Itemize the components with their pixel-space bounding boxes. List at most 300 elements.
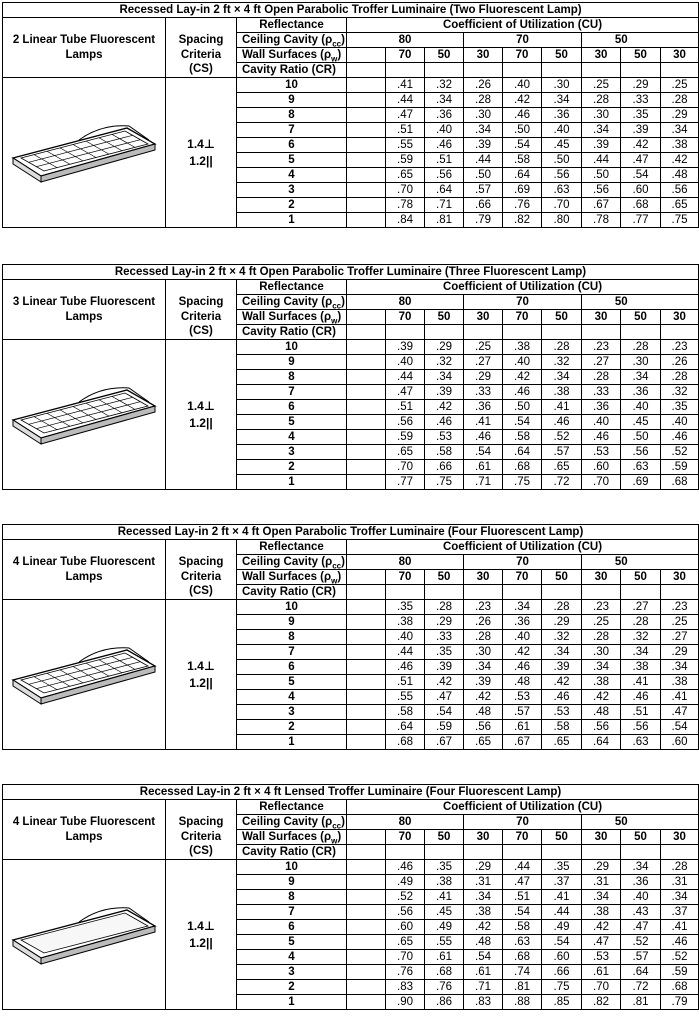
cavity-ratio-value: 4	[237, 168, 347, 183]
cu-value: .68	[661, 980, 699, 995]
cu-value: .75	[503, 475, 542, 490]
spacing-header-line3: (CS)	[166, 325, 237, 340]
cu-value: .74	[503, 965, 542, 980]
cu-value: .40	[503, 355, 542, 370]
ceiling-value: 50	[582, 33, 661, 48]
cu-value: .34	[464, 123, 503, 138]
cu-value: .58	[503, 430, 542, 445]
cu-value: .56	[464, 720, 503, 735]
ceiling-value: 80	[347, 295, 464, 310]
cu-value: .64	[503, 168, 542, 183]
cu-value: .82	[582, 995, 621, 1010]
cu-value: .38	[661, 675, 699, 690]
blank-cell	[464, 585, 503, 600]
cu-value: .46	[542, 415, 582, 430]
cu-value: .38	[386, 615, 425, 630]
spacer-cell	[347, 138, 386, 153]
spacer-cell	[347, 400, 386, 415]
blank-cell	[464, 63, 503, 78]
cavity-ratio-value: 6	[237, 400, 347, 415]
cu-value: .56	[542, 168, 582, 183]
cu-value: .79	[661, 995, 699, 1010]
cu-value: .27	[582, 355, 621, 370]
cavity-ratio-value: 9	[237, 93, 347, 108]
cu-value: .50	[542, 153, 582, 168]
cu-value: .44	[503, 860, 542, 875]
spacer-cell	[347, 355, 386, 370]
cu-value: .58	[386, 705, 425, 720]
cu-value: .44	[386, 93, 425, 108]
cavity-ratio-value: 3	[237, 445, 347, 460]
lensed-troffer-icon	[9, 900, 159, 970]
cu-value: .39	[621, 123, 661, 138]
wall-value: 50	[425, 48, 464, 63]
wall-value: 30	[661, 48, 699, 63]
spacer-cell	[347, 935, 386, 950]
cu-value: .75	[425, 475, 464, 490]
blank-cell	[503, 845, 542, 860]
spacing-header	[166, 280, 237, 295]
wall-value: 50	[542, 830, 582, 845]
cu-value: .52	[661, 445, 699, 460]
lamp-label: 4 Linear Tube Fluorescent Lamps	[3, 800, 166, 860]
blank-cell	[347, 63, 386, 78]
cu-value: .29	[542, 615, 582, 630]
blank-cell	[621, 325, 661, 340]
cu-value: .25	[661, 615, 699, 630]
cu-value: .46	[582, 430, 621, 445]
cavity-ratio-value: 7	[237, 123, 347, 138]
spacing-parallel: 1.2||	[189, 935, 213, 950]
cu-value: .60	[621, 183, 661, 198]
cu-value: .40	[503, 78, 542, 93]
spacing-header-line1: Spacing	[166, 33, 237, 48]
cu-value: .25	[661, 78, 699, 93]
cu-value: .46	[621, 690, 661, 705]
cavity-ratio-value: 6	[237, 920, 347, 935]
cavity-ratio-value: 8	[237, 108, 347, 123]
cu-value: .34	[621, 860, 661, 875]
cu-value: .44	[386, 645, 425, 660]
cu-value: .29	[661, 108, 699, 123]
cu-value: .33	[621, 93, 661, 108]
cu-value: .79	[464, 213, 503, 228]
cu-value: .40	[621, 400, 661, 415]
blank-cell	[347, 585, 386, 600]
cu-value: .59	[661, 965, 699, 980]
spacer-cell	[347, 340, 386, 355]
cu-value: .64	[386, 720, 425, 735]
ceiling-value: 50	[582, 295, 661, 310]
lamp-label: 4 Linear Tube Fluorescent Lamps	[3, 540, 166, 600]
cu-value: .68	[503, 460, 542, 475]
cu-value: .23	[582, 340, 621, 355]
cu-value: .66	[464, 198, 503, 213]
cu-value: .61	[464, 460, 503, 475]
cavity-ratio-value: 8	[237, 370, 347, 385]
spacer-cell	[347, 980, 386, 995]
spacing-header-line3: (CS)	[166, 845, 237, 860]
cu-value: .70	[386, 950, 425, 965]
spacer-cell	[347, 905, 386, 920]
cu-value: .41	[386, 78, 425, 93]
cu-value: .37	[542, 875, 582, 890]
cu-header: Coefficient of Utilization (CU)	[347, 800, 699, 815]
cu-value: .86	[425, 995, 464, 1010]
cu-value: .76	[386, 965, 425, 980]
spacing-parallel: 1.2||	[189, 415, 213, 430]
cu-value: .32	[621, 630, 661, 645]
cu-value: .61	[582, 965, 621, 980]
cu-value: .34	[621, 370, 661, 385]
spacer-cell	[347, 860, 386, 875]
ceiling-cavity-label: Ceiling Cavity $(\rho_{cc})$	[237, 295, 347, 310]
wall-spacer	[347, 570, 386, 585]
cu-table	[2, 264, 699, 490]
cu-value: .42	[464, 690, 503, 705]
spacer-cell	[347, 600, 386, 615]
cu-value: .35	[425, 860, 464, 875]
cu-value: .47	[621, 920, 661, 935]
cu-value: .80	[542, 213, 582, 228]
cu-value: .32	[542, 355, 582, 370]
spacer-cell	[347, 475, 386, 490]
cu-value: .45	[542, 138, 582, 153]
ceiling-cavity-label: Ceiling Cavity $(\rho_{cc})$	[237, 555, 347, 570]
cu-value: .26	[464, 615, 503, 630]
blank-cell	[503, 585, 542, 600]
blank-cell	[425, 325, 464, 340]
spacing-header-line1: Spacing	[166, 815, 237, 830]
cu-value: .34	[582, 660, 621, 675]
cu-value: .42	[582, 690, 621, 705]
wall-value: 70	[503, 310, 542, 325]
cu-value: .41	[464, 415, 503, 430]
wall-value: 50	[425, 830, 464, 845]
cu-value: .32	[425, 355, 464, 370]
blank-cell	[621, 63, 661, 78]
spacer-cell	[347, 415, 386, 430]
cu-value: .47	[425, 690, 464, 705]
cavity-ratio-value: 10	[237, 860, 347, 875]
ceiling-value-blank	[661, 33, 699, 48]
wall-value: 70	[386, 570, 425, 585]
cu-value: .30	[621, 355, 661, 370]
parabolic-troffer-icon	[9, 640, 159, 710]
blank-cell	[542, 325, 582, 340]
cu-value: .25	[582, 615, 621, 630]
cu-value: .28	[582, 630, 621, 645]
cu-value: .65	[386, 168, 425, 183]
cu-value: .46	[425, 138, 464, 153]
cu-value: .42	[464, 920, 503, 935]
cu-value: .25	[464, 340, 503, 355]
luminaire-image	[3, 340, 166, 490]
cavity-ratio-value: 10	[237, 600, 347, 615]
cu-value: .23	[464, 600, 503, 615]
wall-value: 30	[661, 830, 699, 845]
cavity-ratio-value: 9	[237, 875, 347, 890]
cu-value: .45	[621, 415, 661, 430]
ceiling-value: 80	[347, 555, 464, 570]
cu-value: .56	[386, 415, 425, 430]
cu-value: .32	[542, 630, 582, 645]
cu-value: .48	[464, 705, 503, 720]
cu-value: .54	[503, 905, 542, 920]
cu-value: .28	[542, 600, 582, 615]
spacer-cell	[347, 965, 386, 980]
wall-value: 30	[582, 48, 621, 63]
spacing-criteria-values	[166, 78, 237, 228]
cu-value: .38	[464, 905, 503, 920]
spacing-header-line1: Spacing	[166, 295, 237, 310]
cu-value: .42	[542, 675, 582, 690]
cu-value: .68	[661, 475, 699, 490]
wall-value: 30	[464, 570, 503, 585]
cu-value: .41	[661, 690, 699, 705]
cu-value: .26	[661, 355, 699, 370]
cu-value: .81	[621, 995, 661, 1010]
cu-value: .40	[582, 415, 621, 430]
cu-value: .44	[386, 370, 425, 385]
cu-value: .56	[386, 905, 425, 920]
cu-value: .63	[621, 735, 661, 750]
blank-cell	[464, 325, 503, 340]
cu-value: .63	[503, 935, 542, 950]
spacing-criteria-values	[166, 860, 237, 1010]
spacing-header	[166, 18, 237, 33]
wall-value: 30	[582, 310, 621, 325]
ceiling-cavity-label: Ceiling Cavity $(\rho_{cc})$	[237, 815, 347, 830]
cu-value: .47	[582, 935, 621, 950]
spacer-cell	[347, 430, 386, 445]
cu-value: .36	[621, 385, 661, 400]
cu-value: .81	[503, 980, 542, 995]
cavity-ratio-value: 7	[237, 645, 347, 660]
cu-value: .42	[503, 645, 542, 660]
cu-value: .50	[503, 123, 542, 138]
blank-cell	[582, 325, 621, 340]
cu-value: .53	[582, 950, 621, 965]
wall-surfaces-label: Wall Surfaces $(\rho_w)$	[237, 310, 347, 325]
spacer-cell	[347, 108, 386, 123]
cu-value: .58	[425, 445, 464, 460]
cu-value: .25	[582, 78, 621, 93]
cu-value: .46	[386, 660, 425, 675]
wall-value: 50	[621, 310, 661, 325]
cavity-ratio-value: 10	[237, 78, 347, 93]
spacer-cell	[347, 720, 386, 735]
cu-value: .66	[542, 965, 582, 980]
wall-value: 50	[621, 48, 661, 63]
cu-value: .53	[503, 690, 542, 705]
cu-value: .28	[621, 615, 661, 630]
cu-value: .76	[503, 198, 542, 213]
spacer-cell	[347, 78, 386, 93]
spacer-cell	[347, 920, 386, 935]
spacer-cell	[347, 615, 386, 630]
cu-value: .27	[621, 600, 661, 615]
cu-value: .44	[464, 153, 503, 168]
cu-value: .46	[386, 860, 425, 875]
cu-value: .47	[621, 153, 661, 168]
cu-value: .71	[425, 198, 464, 213]
wall-spacer	[347, 830, 386, 845]
cu-value: .40	[503, 630, 542, 645]
cavity-ratio-label: Cavity Ratio (CR)	[237, 63, 347, 78]
cu-value: .56	[582, 720, 621, 735]
blank-cell	[621, 585, 661, 600]
cu-value: .58	[503, 153, 542, 168]
cu-value: .39	[542, 660, 582, 675]
cu-value: .51	[386, 123, 425, 138]
luminaire-section	[2, 2, 688, 228]
blank-cell	[542, 63, 582, 78]
wall-value: 30	[464, 48, 503, 63]
cu-value: .33	[582, 385, 621, 400]
cu-value: .34	[661, 123, 699, 138]
blank-cell	[347, 325, 386, 340]
cu-value: .57	[542, 445, 582, 460]
cu-value: .69	[621, 475, 661, 490]
wall-surfaces-label: Wall Surfaces $(\rho_w)$	[237, 48, 347, 63]
blank-cell	[661, 325, 699, 340]
cu-value: .46	[503, 660, 542, 675]
cu-value: .63	[542, 183, 582, 198]
luminaire-section	[2, 524, 688, 750]
cu-value: .47	[661, 705, 699, 720]
cu-value: .40	[386, 630, 425, 645]
cu-value: .46	[542, 690, 582, 705]
cu-value: .68	[621, 198, 661, 213]
blank-cell	[582, 585, 621, 600]
blank-cell	[661, 585, 699, 600]
luminaire-section	[2, 264, 688, 490]
ceiling-value-blank	[661, 555, 699, 570]
cu-value: .52	[661, 950, 699, 965]
cu-value: .42	[503, 93, 542, 108]
cavity-ratio-value: 4	[237, 950, 347, 965]
cu-value: .50	[582, 168, 621, 183]
cu-table	[2, 784, 699, 1010]
spacing-parallel: 1.2||	[189, 675, 213, 690]
spacer-cell	[347, 123, 386, 138]
cu-value: .32	[661, 385, 699, 400]
cu-value: .55	[386, 690, 425, 705]
wall-value: 30	[661, 570, 699, 585]
spacer-cell	[347, 950, 386, 965]
cu-value: .46	[503, 385, 542, 400]
cu-value: .83	[386, 980, 425, 995]
cu-value: .49	[542, 920, 582, 935]
cu-value: .27	[661, 630, 699, 645]
cu-value: .29	[425, 615, 464, 630]
cu-value: .60	[542, 950, 582, 965]
cu-value: .71	[464, 475, 503, 490]
cu-value: .42	[621, 138, 661, 153]
cu-value: .48	[582, 705, 621, 720]
wall-spacer	[347, 310, 386, 325]
parabolic-troffer-icon	[9, 380, 159, 450]
table-title: Recessed Lay-in 2 ft × 4 ft Open Parabolic Troffer Luminaire (Three Fluorescent Lamp)	[3, 265, 699, 280]
blank-cell	[542, 585, 582, 600]
cu-value: .28	[661, 93, 699, 108]
cu-value: .67	[582, 198, 621, 213]
wall-value: 30	[661, 310, 699, 325]
cu-value: .54	[503, 415, 542, 430]
cu-value: .72	[621, 980, 661, 995]
cavity-ratio-value: 3	[237, 965, 347, 980]
luminaire-image	[3, 78, 166, 228]
cu-value: .42	[425, 675, 464, 690]
cu-table	[2, 524, 699, 750]
cu-value: .82	[503, 213, 542, 228]
luminaire-section	[2, 784, 688, 1010]
cu-value: .40	[661, 415, 699, 430]
cu-value: .88	[503, 995, 542, 1010]
cu-value: .35	[621, 108, 661, 123]
cu-value: .68	[386, 735, 425, 750]
cu-value: .56	[621, 445, 661, 460]
wall-value: 70	[503, 830, 542, 845]
spacing-perpendicular: 1.4⊥	[187, 918, 215, 933]
blank-cell	[386, 63, 425, 78]
cavity-ratio-value: 4	[237, 690, 347, 705]
cu-value: .31	[582, 875, 621, 890]
cu-value: .47	[386, 385, 425, 400]
spacing-header-line2: Criteria	[166, 570, 237, 585]
wall-value: 50	[425, 310, 464, 325]
ceiling-value: 80	[347, 33, 464, 48]
cu-value: .29	[582, 860, 621, 875]
cu-value: .64	[582, 735, 621, 750]
cu-value: .51	[503, 890, 542, 905]
cu-value: .34	[661, 660, 699, 675]
cu-value: .36	[621, 875, 661, 890]
cu-value: .39	[582, 138, 621, 153]
table-row	[3, 860, 699, 875]
spacer-cell	[347, 675, 386, 690]
cu-value: .49	[425, 920, 464, 935]
cu-value: .54	[503, 138, 542, 153]
cavity-ratio-value: 10	[237, 340, 347, 355]
cu-value: .65	[464, 735, 503, 750]
reflectance-header: Reflectance	[237, 18, 347, 33]
cu-value: .28	[464, 630, 503, 645]
reflectance-header: Reflectance	[237, 800, 347, 815]
cu-value: .46	[464, 430, 503, 445]
cu-value: .70	[542, 198, 582, 213]
cu-value: .58	[542, 720, 582, 735]
cu-value: .67	[503, 735, 542, 750]
cu-value: .52	[386, 890, 425, 905]
cu-value: .41	[542, 400, 582, 415]
cu-value: .32	[425, 78, 464, 93]
cavity-ratio-value: 9	[237, 615, 347, 630]
blank-cell	[503, 63, 542, 78]
wall-value: 70	[503, 570, 542, 585]
cu-value: .42	[661, 153, 699, 168]
wall-value: 50	[425, 570, 464, 585]
cu-value: .26	[464, 78, 503, 93]
cu-value: .65	[661, 198, 699, 213]
cu-value: .39	[464, 138, 503, 153]
blank-cell	[542, 845, 582, 860]
spacing-header	[166, 800, 237, 815]
cavity-ratio-value: 2	[237, 720, 347, 735]
cu-value: .44	[582, 153, 621, 168]
cu-value: .30	[464, 645, 503, 660]
